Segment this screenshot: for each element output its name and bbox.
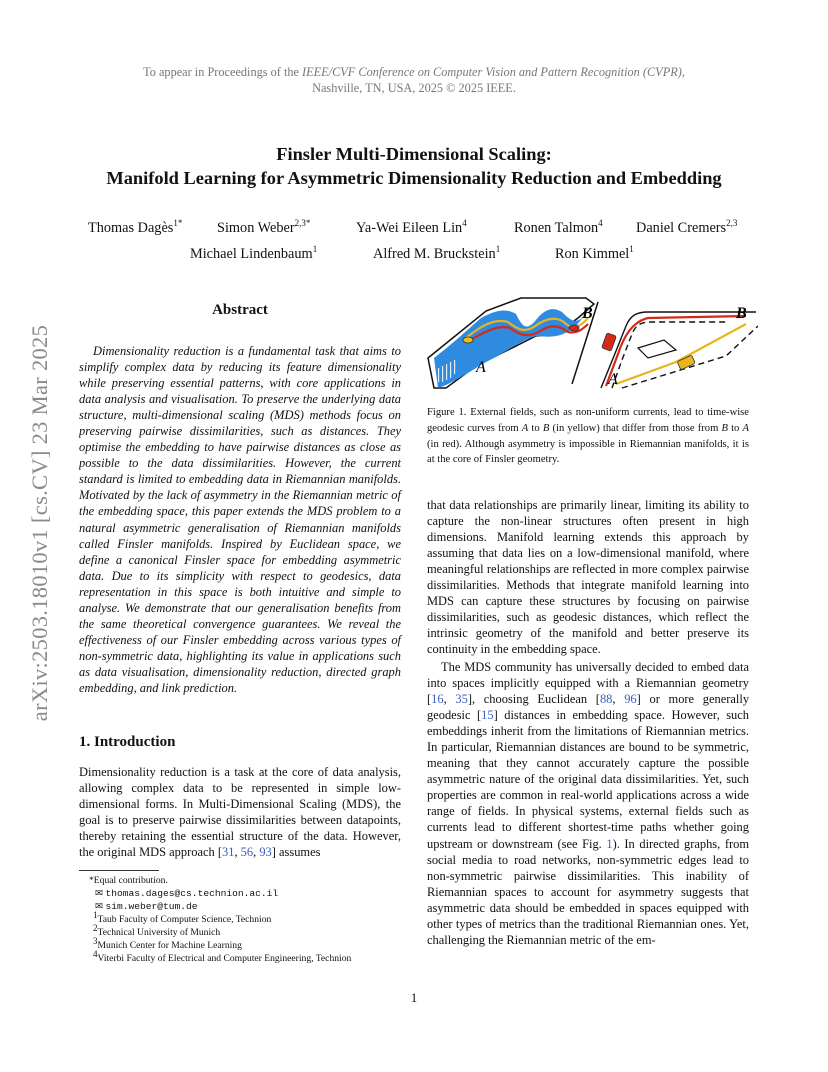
email-link[interactable]: thomas.dages@cs.technion.ac.il <box>105 888 279 899</box>
author: Simon Weber$^{2,3*}$ <box>217 218 311 236</box>
section-heading: 1. Introduction <box>79 734 176 750</box>
figure-1 <box>426 296 758 398</box>
figure-illustration <box>426 296 758 398</box>
author: Ya-Wei Eileen Lin$^4$ <box>356 218 467 236</box>
abstract-heading: Abstract <box>212 302 268 318</box>
venue-name: IEEE/CVF Conference on Computer Vision and Pattern Recognition (CVPR) <box>302 65 682 79</box>
figure-label-a: A <box>608 371 618 388</box>
email-link[interactable]: sim.weber@tum.de <box>105 901 198 912</box>
author: Daniel Cremers$^{2,3}$ <box>636 218 738 236</box>
envelope-icon: ✉ <box>95 888 104 899</box>
abstract-body: Dimensionality reduction is a fundamental task that aims to simplify complex data by reducing its feature dimensionality while preserving essential patterns, with core applications in data analysis and visualisation. To preserve the underlying data structure, multi-dimensional scaling (MDS) methods focus on preserving pairwise dissimilarities, such as distances. They optimise the embedding to have pairwise distances as close as possible to the data dissimilarities. However, the current standard is limited to embedding data in Riemannian manifolds. Motivated by the lack of asymmetry in the Riemannian metric of the embedding space, this paper extends the MDS problem to a natural asymmetric generalisation of Riemannian manifolds called Finsler manifolds. Inspired by Euclidean space, we define a canonical Finsler space for embedding asymmetric data. Due to its simplicity with respect to geodesics, data representation in this space is both intuitive and simple to analyse. We demonstrate that our generalisation benefits from the same theoretical convergence guarantees. We reveal the effectiveness of our Finsler embedding across various types of non-symmetric data, highlighting its value in applications such as data visualisation, dimensionality reduction, directed graph embedding, and link prediction. <box>79 344 401 695</box>
venue-location: Nashville, TN, USA, 2025 © 2025 IEEE. <box>312 81 516 95</box>
author: Ronen Talmon$^4$ <box>514 218 603 236</box>
author: Ron Kimmel$^1$ <box>555 244 634 262</box>
figure-label-b: B <box>582 305 593 322</box>
footnote-email <box>79 900 409 913</box>
footnote-affiliation: $^1$Taub Faculty of Computer Science, Technion <box>93 909 272 925</box>
citation-link[interactable]: 15 <box>481 708 494 723</box>
venue-suffix: , <box>681 65 685 79</box>
figure-reference-link[interactable]: 1 <box>606 836 613 851</box>
title-line-2: Manifold Learning for Asymmetric Dimensionality Reduction and Embedding <box>106 168 722 188</box>
title-line-1: Finsler Multi-Dimensional Scaling: <box>276 144 552 164</box>
citation-link[interactable]: 96 <box>624 692 637 707</box>
intro-body: Dimensionality reduction is a task at the core of data analysis, allowing complex data to be represented in simple low-dimensional forms. In Multi-Dimensional Scaling (MDS), the goal is to preserve pairwise dissimilarities between datapoints, thereby retaining the essential structure of the data. However, the original MDS approach [31, 56, 93] assumes <box>79 765 401 860</box>
envelope-icon: ✉ <box>95 901 104 912</box>
footnote-email <box>79 887 409 900</box>
figure-label-b: B <box>736 305 747 322</box>
author: Michael Lindenbaum$^1$ <box>190 244 318 262</box>
venue-prefix: To appear in Proceedings of the <box>143 65 303 79</box>
page-number: 1 <box>410 990 418 1005</box>
citation-link[interactable]: 56 <box>240 845 254 860</box>
author: Alfred M. Bruckstein$^1$ <box>373 244 501 262</box>
citation-link[interactable]: 31 <box>222 845 235 860</box>
footnote-equal: *Equal contribution. <box>89 875 168 886</box>
footnote-affiliation: $^3$Munich Center for Machine Learning <box>93 935 242 951</box>
citation-link[interactable]: 16 <box>431 692 444 707</box>
road-panel <box>572 302 758 388</box>
figure-caption: Figure 1. External fields, such as non-uniform currents, lead to time-wise geodesic curves from A to B (in yellow) that differ from those from B to A (in red). Although asymmetry is impossible in Riemannian manifolds, it is at the core of Finsler geometry. <box>427 407 749 466</box>
figure-label-a: A <box>476 359 486 376</box>
author: Thomas Dagès$^{1*}$ <box>88 218 183 236</box>
footnotes <box>79 874 409 965</box>
venue-header <box>0 64 828 96</box>
footnote-affiliation: $^4$Viterbi Faculty of Electrical and Computer Engineering, Technion <box>93 948 352 964</box>
footnote-rule <box>79 870 159 871</box>
arxiv-id[interactable]: arXiv:2503.18010v1 [cs.CV] 23 Mar 2025 <box>27 324 52 722</box>
citation-link[interactable]: 35 <box>455 692 468 707</box>
paper-title <box>0 142 828 190</box>
footnote-affiliation: $^2$Technical University of Munich <box>93 922 221 938</box>
citation-link[interactable]: 93 <box>259 845 272 860</box>
citation-link[interactable]: 88 <box>599 692 613 707</box>
body-paragraph: The MDS community has universally decided to embed data into spaces implicitly equipped with a Riemannian geometry [16, 35], choosing Euclidean [88, 96] or more generally geodesic [15] distances in embedding space. However, such embeddings inherit from the limitations of Riemannian metrics. In particular, Riemannian distances are bound to be symmetric, meaning that they cannot accurately capture the possible asymmetric nature of the original data dissimilarities. Yet, such properties are common in real-world applications across a wide range of fields. In physical systems, external fields such as currents lead to different shortest-time paths whether going upstream or downstream (see Fig. 1). In directed graphs, from social media to road networks, non-symmetric edges lead to non-symmetric pairwise dissimilarities. This inability of Riemannian spaces to account for asymmetry suggests that asymmetric data should be embedded in spaces equipped with other types of metrics than the traditional Riemannian ones. Yet, challenging the Riemannian metric of the em- <box>427 660 750 947</box>
body-paragraph: that data relationships are primarily linear, limiting its ability to capture the non-linear structures often present in high dimensions. Manifold learning extends this approach by assuming that data lies on a low-dimensional manifold, where meaningful relationships are reflected in more complex pairwise dissimilarities. Methods that integrate manifold learning into MDS can capture these structures by focusing on pairwise dissimilarities, such as geodesic distances, which reflect the intrinsic geometry of the manifold and better preserve its continuity in the embedding space. <box>427 498 749 657</box>
river-panel <box>428 298 594 388</box>
